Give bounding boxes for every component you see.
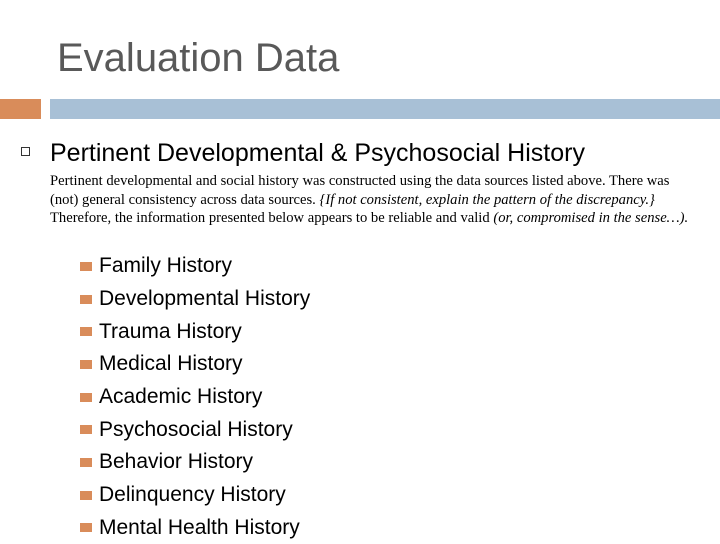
list-item [80, 512, 310, 544]
bullet-icon [80, 360, 92, 369]
bullet-icon [80, 425, 92, 434]
list-item [80, 413, 310, 446]
list-item-label: Trauma History [99, 320, 242, 344]
bullet-icon [80, 458, 92, 467]
list-item [80, 381, 310, 414]
list-item [80, 348, 310, 381]
list-item-label: Developmental History [99, 287, 310, 311]
bullet-icon [80, 523, 92, 532]
slide-title: Evaluation Data [57, 36, 339, 81]
paragraph-text-2: {If not consistent, explain the pattern of the discrepancy.} [320, 192, 655, 208]
bullet-icon [80, 491, 92, 500]
bullet-icon [80, 262, 92, 271]
accent-bar-orange [0, 99, 41, 119]
history-list [80, 250, 310, 544]
section-heading: Pertinent Developmental & Psychosocial History [50, 139, 585, 168]
accent-bar-blue [50, 99, 720, 119]
description-paragraph [50, 172, 690, 228]
list-item [80, 283, 310, 316]
bullet-icon [80, 327, 92, 336]
list-item-label: Delinquency History [99, 483, 286, 507]
list-item-label: Family History [99, 254, 232, 278]
bullet-icon [80, 393, 92, 402]
paragraph-text-4: (or, compromised in the sense…). [493, 210, 688, 226]
list-item [80, 250, 310, 283]
list-item [80, 479, 310, 512]
list-item [80, 446, 310, 479]
list-item-label: Academic History [99, 385, 262, 409]
paragraph-text-3: Therefore, the information presented below appears to be reliable and valid [50, 210, 490, 226]
list-item-label: Mental Health History [99, 516, 300, 540]
list-item-label: Behavior History [99, 450, 253, 474]
bullet-icon [80, 295, 92, 304]
square-bullet-icon [21, 147, 30, 156]
list-item-label: Medical History [99, 352, 243, 376]
list-item [80, 315, 310, 348]
list-item-label: Psychosocial History [99, 418, 293, 442]
paragraph-text-1: Pertinent developmental and social history was constructed using the data sources listed above. There was (not) general consistency across data sources. [50, 173, 669, 208]
